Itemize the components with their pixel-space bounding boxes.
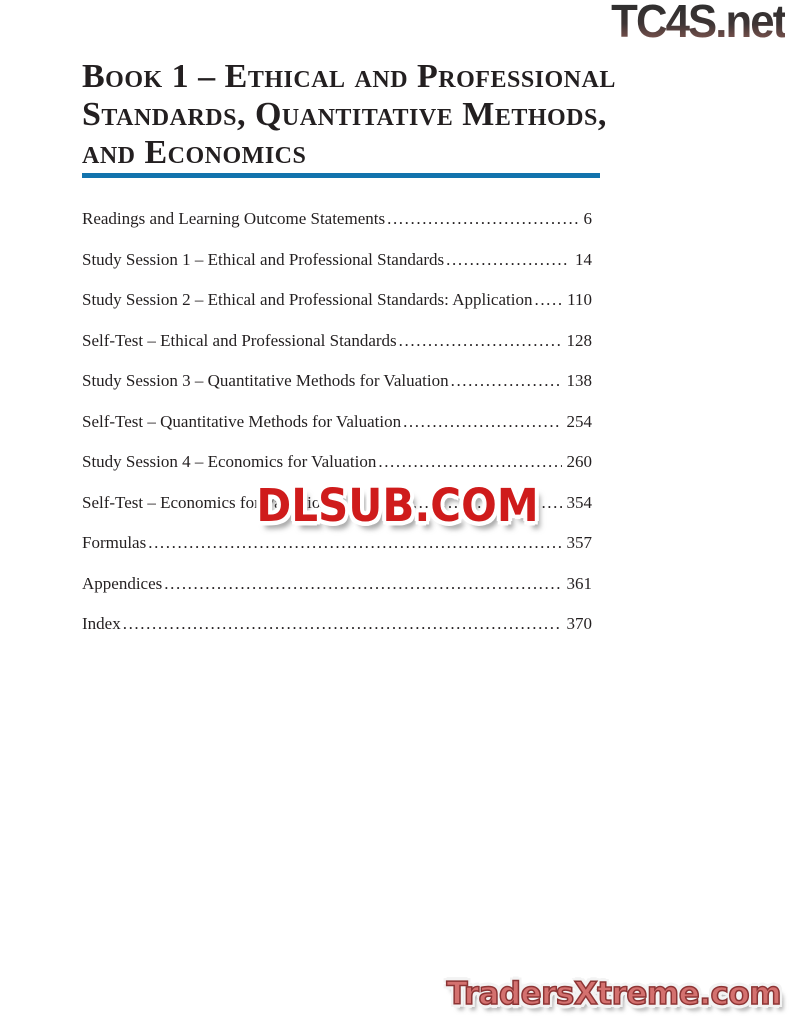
toc-dot-leader — [534, 289, 562, 310]
page-title-line-3: and Economics — [82, 134, 307, 171]
toc-entry-page: 128 — [566, 330, 592, 350]
toc-entry-page: 254 — [566, 411, 592, 431]
toc-dot-leader — [378, 451, 561, 472]
page-title-line-2: Standards, Quantitative Methods, — [82, 96, 607, 133]
toc-entry-label: Study Session 2 – Ethical and Professional Standards: Application — [82, 290, 533, 309]
toc-entry-label: Self-Test – Economics for Valuation — [82, 492, 329, 512]
toc-entry — [82, 573, 592, 594]
toc-dot-leader — [164, 573, 561, 594]
toc-entry-label: Readings and Learning Outcome Statements — [82, 209, 386, 228]
toc-entry-label: Study Session 3 – Quantitative Methods for Valuation — [82, 371, 449, 390]
toc-dot-leader — [451, 370, 562, 391]
toc-dot-leader — [403, 411, 561, 432]
toc-entry-label: Study Session 4 – Economics for Valuation — [82, 452, 377, 471]
toc-entry-page: 354 — [566, 492, 592, 512]
toc-entry — [82, 208, 592, 229]
tradersxtreme-watermark-logo: TradersXtreme.com — [446, 976, 781, 1012]
toc-entry-page: 361 — [566, 573, 592, 593]
toc-entry-label: Formulas — [82, 533, 147, 552]
toc-dot-leader — [446, 249, 570, 270]
toc-entry — [82, 289, 592, 310]
toc-entry-page: 357 — [566, 533, 592, 552]
title-divider-rule — [82, 173, 600, 178]
toc-entry — [82, 613, 592, 634]
dlsub-watermark-overlay: DLSUB.COM — [256, 479, 539, 532]
toc-entry-page: 370 — [566, 614, 592, 633]
tc4s-watermark-logo: TC4S.net — [611, 0, 785, 48]
toc-entry — [82, 330, 592, 351]
toc-entry — [82, 411, 592, 432]
page-title-line-1: Book 1 – Ethical and Professional — [82, 58, 616, 95]
toc-entry-page: 14 — [575, 249, 592, 269]
toc-list — [82, 208, 592, 654]
toc-entry-label: Self-Test – Quantitative Methods for Valuation — [82, 411, 402, 431]
toc-entry-label: Appendices — [82, 573, 163, 593]
toc-entry-page: 110 — [567, 290, 592, 309]
toc-entry-page: 6 — [583, 209, 592, 228]
toc-entry — [82, 249, 592, 270]
toc-dot-leader — [399, 330, 562, 351]
toc-entry — [82, 370, 592, 391]
toc-entry-label: Study Session 1 – Ethical and Professional Standards — [82, 249, 445, 269]
toc-entry-label: Self-Test – Ethical and Professional Standards — [82, 330, 397, 350]
toc-entry — [82, 532, 592, 553]
toc-dot-leader — [148, 532, 561, 553]
toc-entry-page: 260 — [566, 452, 592, 471]
toc-entry-page: 138 — [566, 371, 592, 390]
page-title — [82, 58, 616, 172]
toc-dot-leader — [387, 208, 578, 229]
toc-dot-leader — [123, 613, 562, 634]
toc-entry — [82, 451, 592, 472]
toc-entry-label: Index — [82, 614, 121, 633]
